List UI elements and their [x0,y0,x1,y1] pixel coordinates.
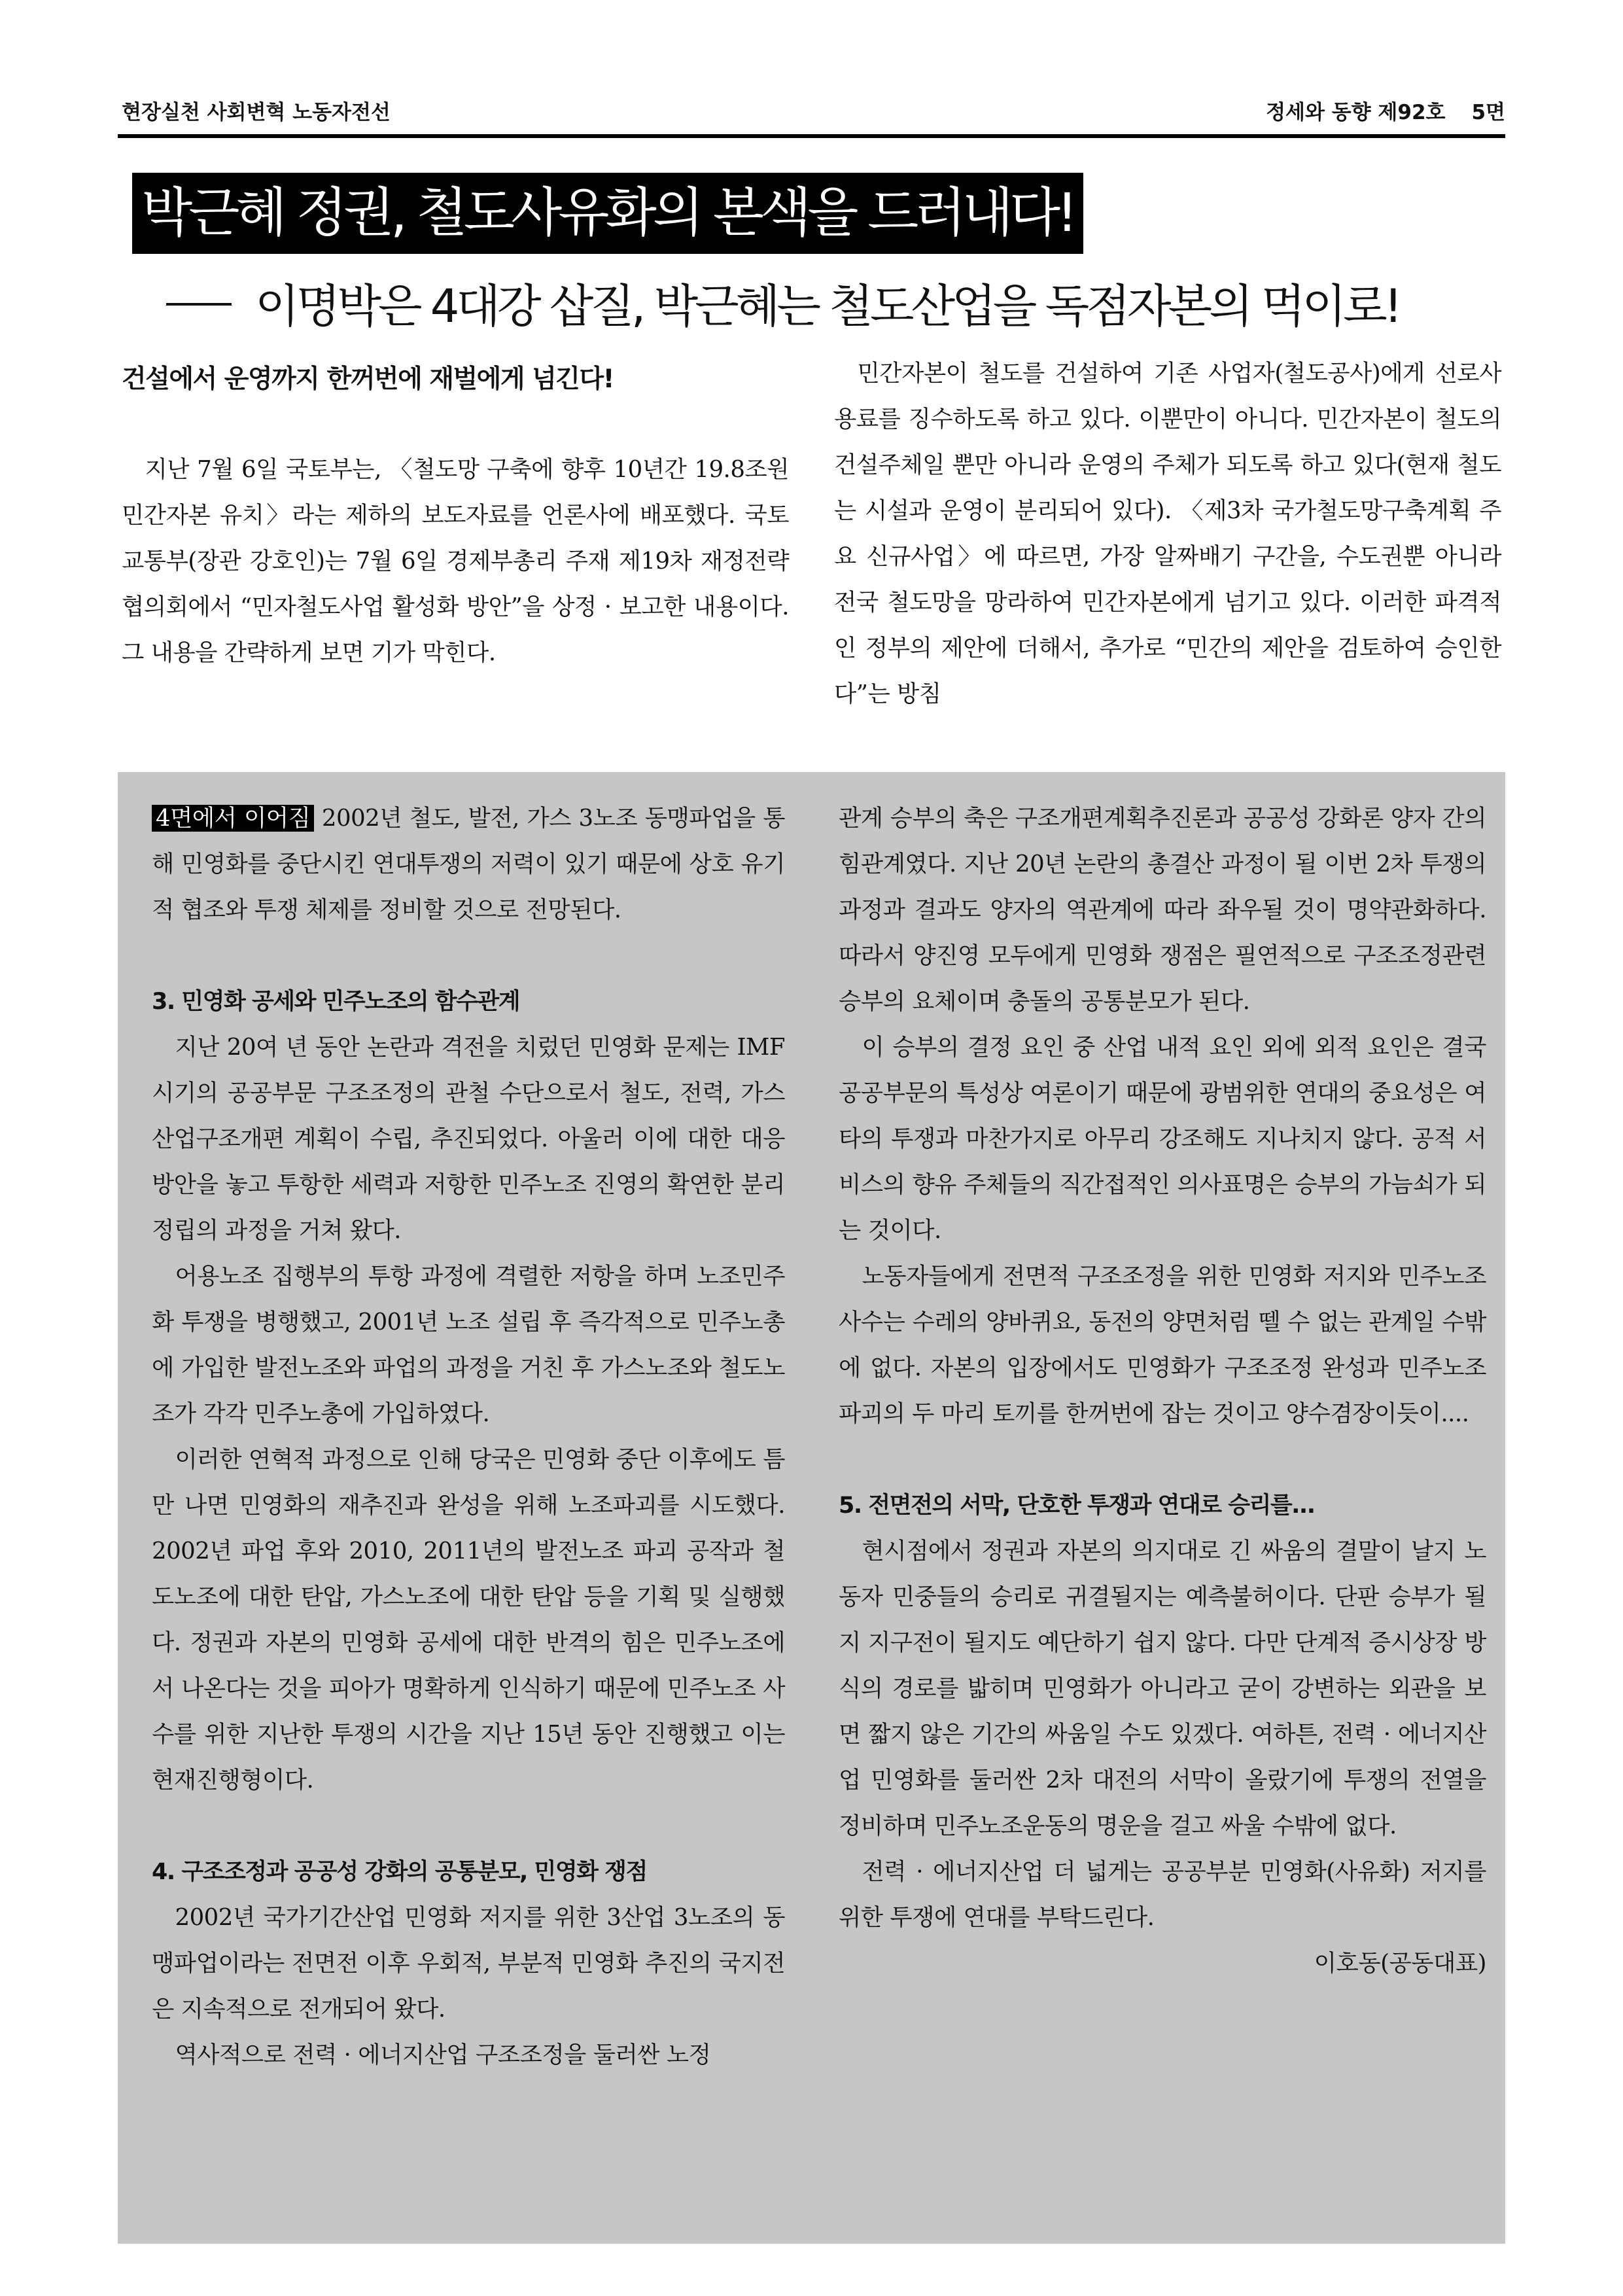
subheadline [166,270,1399,336]
paragraph: 지난 7월 6일 국토부는, 〈철도망 구축에 향후 10년간 19.8조원 민간자본 유치〉라는 제하의 보도자료를 언론사에 배포했다. 국토교통부(장관 강호인)는 7월 6일 경제부총리 주재 제19차 재정전략협의회에서 “민자철도사업 활성화 방안”을 상정 · 보고한 내용이다. 그 내용을 간략하게 보면 기가 막힌다. [122,456,789,666]
paragraph: 노동자들에게 전면적 구조조정을 위한 민영화 저지와 민주노조 사수는 수레의 양바퀴요, 동전의 양면처럼 뗄 수 없는 관계일 수밖에 없다. 자본의 입장에서도 민영화가 구조조정 완성과 민주노조 파괴의 두 마리 토끼를 한꺼번에 잡는 것이고 양수겸장이듯이.... [839,1263,1486,1427]
subheadline-text: 이명박은 4대강 삽질, 박근혜는 철도산업을 독점자본의 먹이로! [255,279,1399,333]
headline: 박근혜 정권, 철도사유화의 본색을 드러내다! [132,173,1083,254]
section-heading-4: 4. 구조조정과 공공성 강화의 공통분모, 민영화 쟁점 [152,1859,647,1885]
paragraph: 관계 승부의 축은 구조개편계획추진론과 공공성 강화론 양자 간의 힘관계였다. 지난 20년 논란의 총결산 과정이 될 이번 2차 투쟁의 과정과 결과도 양자의 역관계에 따라 좌우될 것이 명약관화하다. 따라서 양진영 모두에게 민영화 쟁점은 필연적으로 구조조정관련 승부의 요체이며 충돌의 공통분모가 된다. [839,805,1486,1015]
paragraph-text: 2002년 철도, 발전, 가스 3노조 동맹파업을 통해 민영화를 중단시킨 연대투쟁의 저력이 있기 때문에 상호 유기적 협조와 투쟁 체제를 정비할 것으로 전망된다. [152,805,785,923]
paragraph: 민간자본이 철도를 건설하여 기존 사업자(철도공사)에게 선로사용료를 징수하도록 하고 있다. 이뿐만이 아니다. 민간자본이 철도의 건설주체일 뿐만 아니라 운영의 주체가 되도록 하고 있다(현재 철도는 시설과 운영이 분리되어 있다). 〈제3차 국가철도망구축계획 주요 신규사업〉에 따르면, 가장 알짜배기 구간을, 수도권뿐 아니라 전국 철도망을 망라하여 민간자본에게 넘기고 있다. 이러한 파격적인 정부의 제안에 더해서, 추가로 “민간의 제안을 검토하여 승인한다”는 방침 [834,360,1501,707]
section-heading-5: 5. 전면전의 서막, 단호한 투쟁과 연대로 승리를... [839,1492,1315,1519]
author-signature: 이호동(공동대표) [1314,1950,1486,1977]
paragraph: 지난 20여 년 동안 논란과 격전을 치렀던 민영화 문제는 IMF시기의 공공부문 구조조정의 관철 수단으로서 철도, 전력, 가스산업구조개편 계획이 수립, 추진되었다. 아울러 이에 대한 대응방안을 놓고 투항한 세력과 저항한 민주노조 진영의 확연한 분리정립의 과정을 거쳐 왔다. [152,1034,785,1244]
paragraph: 역사적으로 전력 · 에너지산업 구조조정을 둘러싼 노정 [175,2041,711,2068]
em-dash [166,303,232,306]
paragraph: 2002년 국가기간산업 민영화 저지를 위한 3산업 3노조의 동맹파업이라는 전면전 이후 우회적, 부분적 민영화 추진의 국지전은 지속적으로 전개되어 왔다. [152,1904,785,2022]
issue-number: 정세와 동향 제92호 [1266,101,1446,124]
paragraph: 전력 · 에너지산업 더 넓게는 공공부분 민영화(사유화) 저지를 위한 투쟁에 연대를 부탁드린다. [839,1858,1486,1931]
section-heading-3: 3. 민영화 공세와 민주노조의 함수관계 [152,989,520,1015]
continued-from-tag: 4면에서 이어짐 [152,805,314,832]
paragraph: 이러한 연혁적 과정으로 인해 당국은 민영화 중단 이후에도 틈만 나면 민영화의 재추진과 완성을 위해 노조파괴를 시도했다. 2002년 파업 후와 2010, 2011년의 발전노조 파괴 공작과 철도노조에 대한 탄압, 가스노조에 대한 탄압 등을 기획 및 실행했다. 정권과 자본의 민영화 공세에 대한 반격의 힘은 민주노조에서 나온다는 것을 피아가 명확하게 인식하기 때문에 민주노조 사수를 위한 지난한 투쟁의 시간을 지난 15년 동안 진행했고 이는 현재진행형이다. [152,1446,785,1793]
top-left-column [122,447,789,676]
gray-right-column [839,796,1486,1987]
section-heading-top: 건설에서 운영까지 한꺼번에 재벌에게 넘긴다! [122,364,614,394]
paragraph [152,796,785,933]
paragraph: 이 승부의 결정 요인 중 산업 내적 요인 외에 외적 요인은 결국 공공부문의 특성상 여론이기 때문에 광범위한 연대의 중요성은 여타의 투쟁과 마찬가지로 아무리 강조해도 지나치지 않다. 공적 서비스의 향유 주체들의 직간접적인 의사표명은 승부의 가늠쇠가 되는 것이다. [839,1034,1486,1244]
page-number: 5면 [1471,101,1505,124]
paragraph: 어용노조 집행부의 투항 과정에 격렬한 저항을 하며 노조민주화 투쟁을 병행했고, 2001년 노조 설립 후 즉각적으로 민주노총에 가입한 발전노조와 파업의 과정을 거친 후 가스노조와 철도노조가 각각 민주노총에 가입하였다. [152,1263,785,1427]
paragraph: 현시점에서 정권과 자본의 의지대로 긴 싸움의 결말이 날지 노동자 민중들의 승리로 귀결될지는 예측불허이다. 단판 승부가 될지 지구전이 될지도 예단하기 쉽지 않다. 다만 단계적 증시상장 방식의 경로를 밟히며 민영화가 아니라고 굳이 강변하는 외관을 보면 짧지 않은 기간의 싸움일 수도 있겠다. 여하튼, 전력 · 에너지산업 민영화를 둘러싼 2차 대전의 서막이 올랐기에 투쟁의 전열을 정비하며 민주노조운동의 명운을 걸고 싸울 수밖에 없다. [839,1538,1486,1839]
gray-left-column [152,796,785,2078]
top-right-column [834,351,1501,717]
publication-name: 현장실천 사회변혁 노동자전선 [122,101,391,124]
issue-info [1240,96,1505,125]
header-rule [118,134,1505,138]
